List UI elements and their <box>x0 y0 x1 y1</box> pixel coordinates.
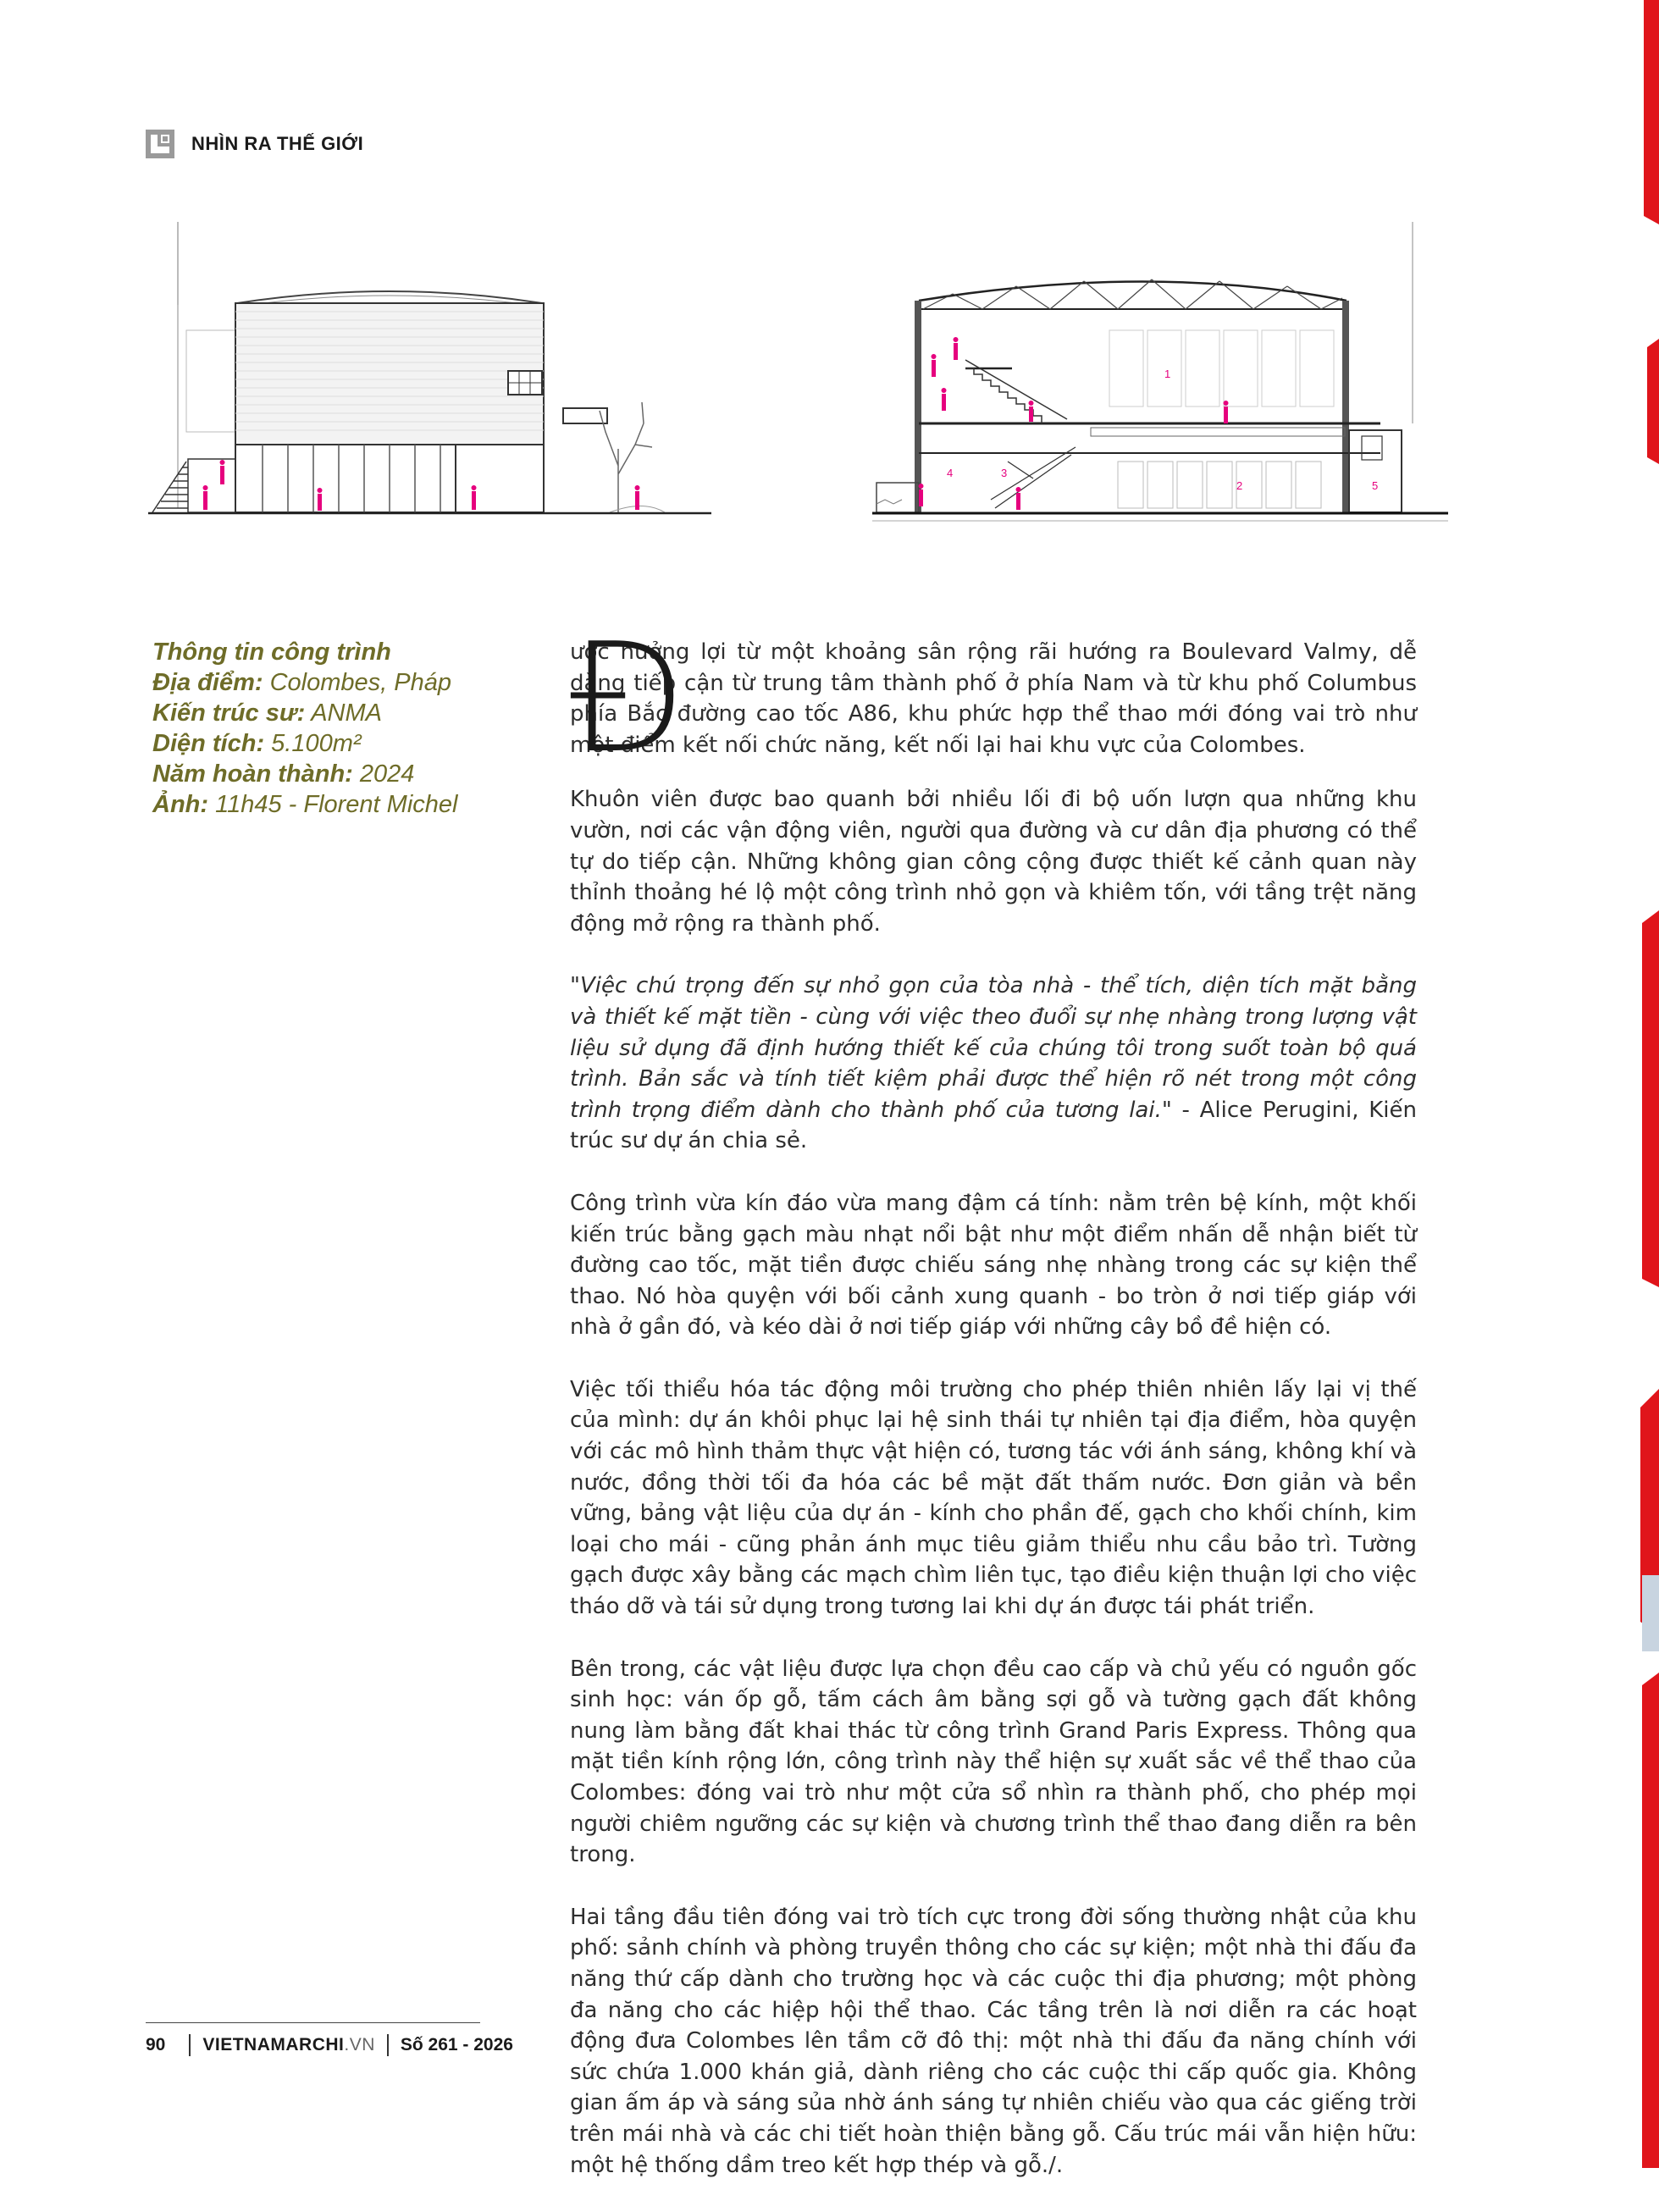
drop-cap: Đ <box>570 611 687 786</box>
project-info <box>152 637 525 820</box>
footer-divider <box>387 2034 389 2056</box>
magazine-brand: VIETNAMARCHI.VN <box>202 2035 375 2054</box>
project-location: Địa điểm: Colombes, Pháp <box>152 669 451 696</box>
footer-divider <box>189 2034 191 2056</box>
project-info-title: Thông tin công trình <box>152 639 391 666</box>
project-area: Diện tích: 5.100m² <box>152 730 362 757</box>
paragraph-1: ược hưởng lợi từ một khoảng sân rộng rãi hướng ra Boulevard Valmy, dễ dàng tiếp cận từ trung tâm thành phố ở phía Nam và từ khu phố Columbus phía Bắc đường cao tốc A86, khu phức hợp thể thao mới đóng vai trò như một điểm kết nối chức năng, kết nối lại hai khu vực của Colombes. <box>570 639 1417 758</box>
section-label-5: 5 <box>1372 479 1379 492</box>
paragraph-2: Khuôn viên được bao quanh bởi nhiều lối đi bộ uốn lượn qua những khu vườn, nơi các vận động viên, người qua đường và cư dân địa phương có thể tự do tiếp cận. Những không gian công cộng được thiết kế cảnh quan này thỉnh thoảng hé lộ một công trình nhỏ gọn và khiêm tốn, với tầng trệt năng động mở rộng ra thành phố. <box>570 787 1417 937</box>
section-label-1: 1 <box>1164 368 1171 380</box>
section-title: NHÌN RA THẾ GIỚI <box>191 133 364 154</box>
section-header <box>146 127 363 161</box>
article-intro <box>570 611 1417 786</box>
section-label-3: 3 <box>1001 467 1008 479</box>
project-architect: Kiến trúc sư: ANMA <box>152 700 383 727</box>
project-photo: Ảnh: 11h45 - Florent Michel <box>152 791 458 818</box>
paragraph-7: Hai tầng đầu tiên đóng vai trò tích cực trong đời sống thường nhật của khu phố: sảnh chính và phòng truyền thông cho các sự kiện; một nhà thi đấu đa năng thứ cấp dành cho trường học và các cuộc thi địa phương; một phòng đa năng cho các hiệp hội thể thao. Các tầng trên là nơi diễn ra các hoạt động đưa Colombes lên tầm cỡ đô thị: một nhà thi đấu đa năng chính với sức chứa 1.000 khán giả, dành riêng cho các cuộc thi cấp quốc gia. Không gian ấm áp và sáng sủa nhờ ánh sáng tự nhiên chiếu vào qua các giếng trời trên mái nhà và các chi tiết hoàn thiện bằng gỗ. Cấu trúc mái vẫn hiện hữu: một hệ thống dầm treo kết hợp thép và gỗ./. <box>570 1904 1417 2178</box>
article-body <box>570 611 1417 2212</box>
section-label-2: 2 <box>1236 479 1243 492</box>
footer-rule <box>146 2022 480 2023</box>
issue-number: Số 261 - 2026 <box>400 2035 513 2054</box>
section-drawing <box>872 220 1448 555</box>
paragraph-6: Bên trong, các vật liệu được lựa chọn đều cao cấp và chủ yếu có nguồn gốc sinh học: ván ốp gỗ, tấm cách âm bằng sợi gỗ và tường gạch đất không nung làm bằng đất khai thác từ công trình Grand Paris Express. Thông qua mặt tiền kính rộng lớn, công trình này thể hiện sự xuất sắc về thể thao của Colombes: đóng vai trò như một cửa sổ nhìn ra thành phố, cho phép mọi người chiêm ngưỡng các sự kiện và chương trình thể thao đang diễn ra bên trong. <box>570 1656 1417 1868</box>
section-logo-icon <box>146 130 174 158</box>
paragraph-4: Công trình vừa kín đáo vừa mang đậm cá tính: nằm trên bệ kính, một khối kiến trúc bằng gạch màu nhạt nổi bật như một điểm nhấn dễ nhận biết từ đường cao tốc, mặt tiền được chiếu sáng nhẹ nhàng trong các sự kiện thể thao. Nó hòa quyện với bối cảnh xung quanh - bo tròn ở nơi tiếp giáp với nhà ở gần đó, và kéo dài ở nơi tiếp giáp với những cây bồ đề hiện có. <box>570 1190 1417 1341</box>
page-footer <box>146 2032 513 2058</box>
page-number: 90 <box>146 2035 166 2054</box>
paragraph-5: Việc tối thiểu hóa tác động môi trường cho phép thiên nhiên lấy lại vị thế của mình: dự án khôi phục lại hệ sinh thái tự nhiên tại địa điểm, hòa quyện với các mô hình thảm thực vật hiện có, tương tác với ánh sáng, không khí và nước, đồng thời tối đa hóa các bề mặt đất thấm nước. Đơn giản và bền vững, bảng vật liệu của dự án - kính cho phần đế, gạch cho khối chính, kim loại cho mái - cũng phản ánh mục tiêu giảm thiểu nhu cầu bảo trì. Tường gạch được xây bằng các mạch chìm liên tục, tạo điều kiện thuận lợi cho việc tháo dỡ và tái sử dụng trong tương lai khi dự án được tái phát triển. <box>570 1376 1417 1620</box>
paragraph-quote: "Việc chú trọng đến sự nhỏ gọn của tòa nhà - thể tích, diện tích mặt bằng và thiết kế mặt tiền - cùng với việc theo đuổi sự nhẹ nhàng trong lượng vật liệu sử dụng đã định hướng thiết kế của chúng tôi trong suốt toàn bộ quá trình. Bản sắc và tính tiết kiệm phải được thể hiện rõ nét trong một công trình trọng điểm dành cho thành phố của tương lai." - Alice Perugini, Kiến trúc sư dự án chia sẻ. <box>570 973 1417 1154</box>
project-year: Năm hoàn thành: 2024 <box>152 760 415 788</box>
edge-tabs-decoration <box>1640 0 1659 2168</box>
section-label-4: 4 <box>947 467 954 479</box>
elevation-drawing <box>135 220 724 555</box>
